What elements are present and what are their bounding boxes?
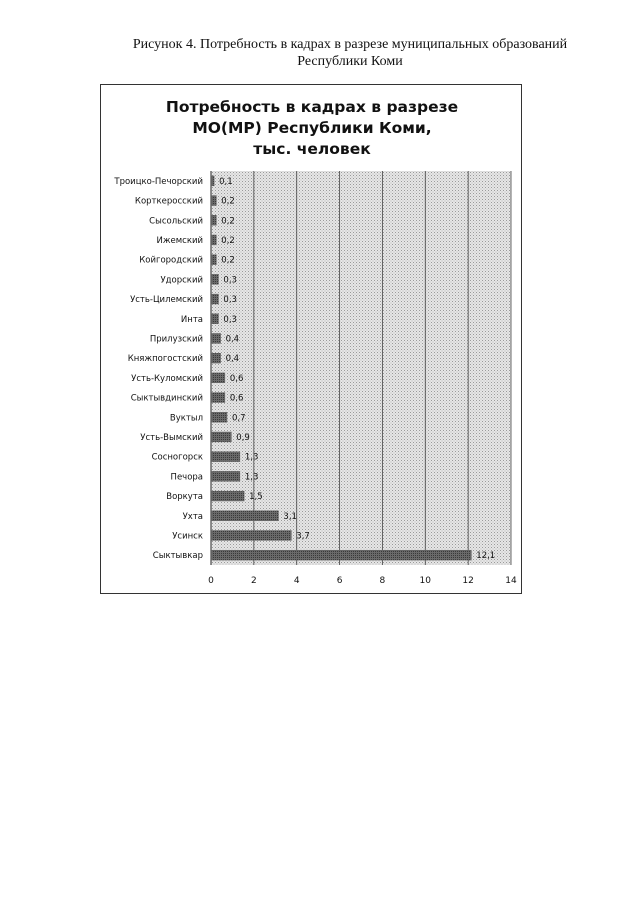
category-label: Прилузский xyxy=(149,334,203,345)
chart-title-line-2: МО(МР) Республики Коми, xyxy=(192,119,432,137)
category-label: Сыктывдинский xyxy=(130,393,203,404)
data-label: 1,5 xyxy=(249,492,263,503)
category-label: Сысольский xyxy=(149,216,203,227)
category-label: Ижемский xyxy=(156,235,203,246)
bar xyxy=(212,274,218,284)
category-label: Княжпогостский xyxy=(127,354,203,365)
plot-background xyxy=(211,171,511,565)
category-label: Корткеросский xyxy=(134,196,203,207)
chart-frame xyxy=(100,84,522,594)
category-label: Сыктывкар xyxy=(152,551,203,562)
figure-caption-line-1: Рисунок 4. Потребность в кадрах в разрезе муниципальных образований xyxy=(132,37,568,52)
x-tick-label: 4 xyxy=(293,576,300,586)
bar xyxy=(212,491,244,501)
category-label: Усть-Цилемский xyxy=(130,295,203,306)
bar xyxy=(212,452,240,462)
data-label: 0,3 xyxy=(223,275,237,286)
bar xyxy=(212,550,471,560)
category-label: Троицко-Печорский xyxy=(114,176,203,187)
category-label: Усть-Куломский xyxy=(131,373,203,384)
bar xyxy=(212,393,225,403)
x-tick-label: 8 xyxy=(379,576,386,586)
data-label: 0,7 xyxy=(232,413,246,424)
data-label: 0,2 xyxy=(221,216,235,227)
bar xyxy=(212,235,216,245)
x-tick-label: 10 xyxy=(419,576,432,586)
bar xyxy=(212,353,221,363)
chart-title-line-1: Потребность в кадрах в разрезе xyxy=(165,98,459,116)
data-label: 0,2 xyxy=(221,196,235,207)
data-label: 12,1 xyxy=(476,551,496,562)
category-label: Инта xyxy=(180,314,203,325)
category-label: Ухта xyxy=(182,511,203,522)
data-label: 0,6 xyxy=(229,393,244,404)
data-label: 0,6 xyxy=(229,373,244,384)
category-label: Койгородский xyxy=(139,255,203,266)
bar xyxy=(212,373,225,383)
bar xyxy=(212,255,216,265)
x-tick-label: 12 xyxy=(462,576,474,586)
x-tick-label: 14 xyxy=(505,576,517,586)
data-label: 1,3 xyxy=(244,472,259,483)
data-label: 0,4 xyxy=(225,334,240,345)
bar xyxy=(212,314,218,324)
bar xyxy=(212,471,240,481)
data-label: 0,2 xyxy=(221,255,235,266)
bar xyxy=(212,412,227,422)
bar-chart xyxy=(101,85,523,595)
figure-caption-line-2: Республики Коми xyxy=(297,54,403,69)
category-label: Усть-Вымский xyxy=(140,432,203,443)
bar xyxy=(212,334,221,344)
x-tick-label: 0 xyxy=(208,576,214,586)
category-label: Удорский xyxy=(160,275,203,286)
bar xyxy=(212,432,231,442)
data-label: 0,2 xyxy=(221,235,235,246)
data-label: 3,1 xyxy=(283,511,297,522)
category-label: Воркута xyxy=(166,492,203,503)
bar xyxy=(212,176,214,186)
data-label: 0,3 xyxy=(223,295,237,306)
data-label: 0,9 xyxy=(236,432,250,443)
data-label: 3,7 xyxy=(296,531,310,542)
x-tick-label: 6 xyxy=(336,576,343,586)
data-label: 1,3 xyxy=(244,452,259,463)
category-label: Печора xyxy=(170,472,203,483)
bar xyxy=(212,196,216,206)
category-label: Сосногорск xyxy=(151,452,203,463)
data-label: 0,1 xyxy=(219,176,233,187)
chart-title-line-3: тыс. человек xyxy=(253,140,371,158)
category-label: Вуктыл xyxy=(169,413,203,424)
bar xyxy=(212,531,291,541)
bar xyxy=(212,294,218,304)
bar xyxy=(212,215,216,225)
bar xyxy=(212,511,278,521)
figure-caption xyxy=(100,36,600,70)
x-tick-label: 2 xyxy=(250,576,257,586)
data-label: 0,3 xyxy=(223,314,237,325)
data-label: 0,4 xyxy=(225,354,240,365)
category-label: Усинск xyxy=(172,531,203,542)
